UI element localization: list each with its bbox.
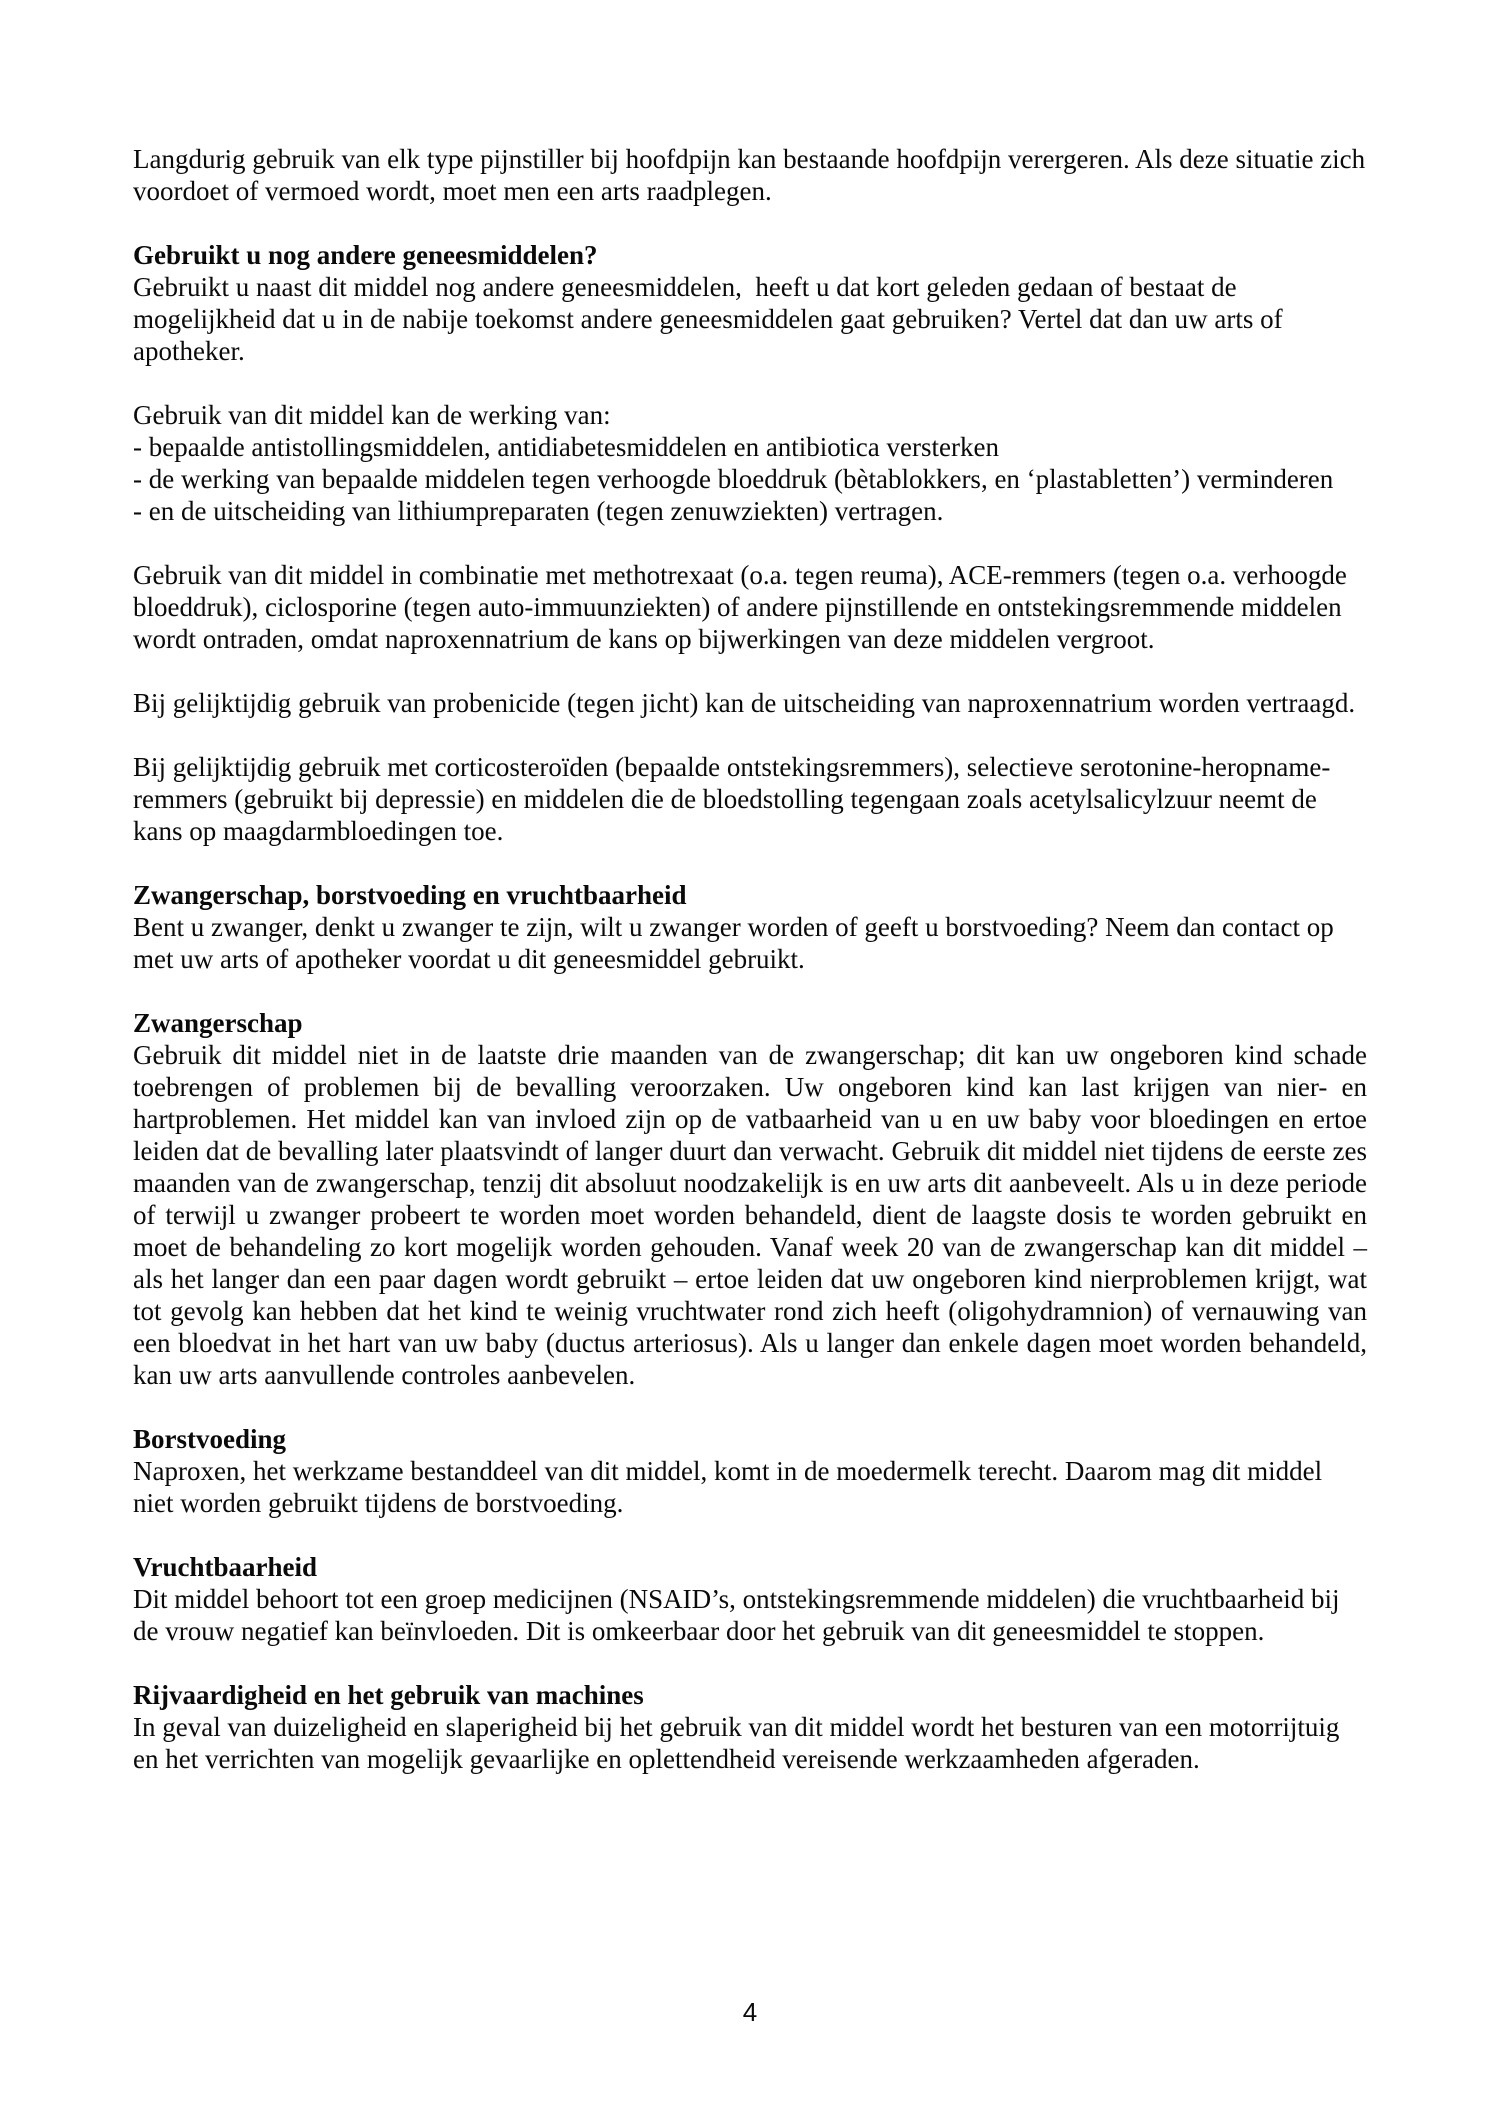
paragraph-corticosteroids: Bij gelijktijdig gebruik met corticosteroïden (bepaalde ontstekingsremmers), selectieve serotonine-heropname-remmers (gebruikt bij depressie) en middelen die de bloedstolling tegengaan zoals acetylsalicylzuur neemt de kans op maagdarmbloedingen toe.: [133, 752, 1331, 846]
paragraph-interaction-intro: Gebruik van dit middel kan de werking van:: [133, 400, 611, 430]
interaction-effects-list: [133, 431, 1367, 527]
heading-driving-machines: Rijvaardigheid en het gebruik van machines: [133, 1680, 644, 1710]
page-footer: [133, 1996, 1367, 2028]
paragraph-driving-machines: In geval van duizeligheid en slaperigheid bij het gebruik van dit middel wordt het besturen van een motorrijtuig en het verrichten van mogelijk gevaarlijke en oplettendheid vereisende werkzaamheden afgeraden.: [133, 1712, 1347, 1774]
page-number: 4: [742, 1997, 758, 2027]
paragraph-fertility: Dit middel behoort tot een groep medicijnen (NSAID’s, ontstekingsremmende middelen) die vruchtbaarheid bij de vrouw negatief kan beïnvloeden. Dit is omkeerbaar door het gebruik van dit geneesmiddel te stoppen.: [133, 1584, 1347, 1646]
paragraph-methotrexate-combination: Gebruik van dit middel in combinatie met methotrexaat (o.a. tegen reuma), ACE-remmers (tegen o.a. verhoogde bloeddruk), ciclosporine (tegen auto-immuunziekten) of andere pijnstillende en ontstekingsremmende middelen wordt ontraden, omdat naproxennatrium de kans op bijwerkingen van deze middelen vergroot.: [133, 560, 1354, 654]
paragraph-pregnancy-details: Gebruik dit middel niet in de laatste drie maanden van de zwangerschap; dit kan uw ongeboren kind schade toebrengen of problemen bij de bevalling veroorzaken. Uw ongeboren kind kan last krijgen van nier- en hartproblemen. Het middel kan van invloed zijn op de vatbaarheid van u en uw baby voor bloedingen en ertoe leiden dat de bevalling later plaatsvindt of langer duurt dan verwacht. Gebruik dit middel niet tijdens de eerste zes maanden van de zwangerschap, tenzij dit absoluut noodzakelijk is en uw arts dit aanbeveelt. Als u in deze periode of terwijl u zwanger probeert te worden moet worden behandeld, dient de laagste dosis te worden gebruikt en moet de behandeling zo kort mogelijk worden gehouden. Vanaf week 20 van de zwangerschap kan dit middel – als het langer dan een paar dagen wordt gebruikt – ertoe leiden dat uw ongeboren kind nierproblemen krijgt, wat tot gevolg kan hebben dat het kind te weinig vruchtwater rond zich heeft (oligohydramnion) of vernauwing van een bloedvat in het hart van uw baby (ductus arteriosus). Als u langer dan enkele dagen moet worden behandeld, kan uw arts aanvullende controles aanbevelen.: [133, 1040, 1374, 1390]
page-content: [133, 143, 1374, 1775]
heading-other-medicines: Gebruikt u nog andere geneesmiddelen?: [133, 240, 598, 270]
paragraph-long-term-use-warning: Langdurig gebruik van elk type pijnstiller bij hoofdpijn kan bestaande hoofdpijn verergeren. Als deze situatie zich voordoet of vermoed wordt, moet men een arts raadplegen.: [133, 144, 1372, 206]
heading-pregnancy-breastfeeding-fertility: Zwangerschap, borstvoeding en vruchtbaarheid: [133, 880, 687, 910]
paragraph-breastfeeding: Naproxen, het werkzame bestanddeel van dit middel, komt in de moedermelk terecht. Daarom mag dit middel niet worden gebruikt tijdens de borstvoeding.: [133, 1456, 1329, 1518]
paragraph-other-medicines: Gebruikt u naast dit middel nog andere geneesmiddelen, heeft u dat kort geleden gedaan of bestaat de mogelijkheid dat u in de nabije toekomst andere geneesmiddelen gaat gebruiken? Vertel dat dan uw arts of apotheker.: [133, 272, 1290, 366]
heading-fertility: Vruchtbaarheid: [133, 1552, 318, 1582]
list-item: - de werking van bepaalde middelen tegen verhoogde bloeddruk (bètablokkers, en ‘plastabletten’) verminderen: [133, 464, 1334, 494]
list-item: - bepaalde antistollingsmiddelen, antidiabetesmiddelen en antibiotica versterken: [133, 432, 999, 462]
paragraph-probenicide: Bij gelijktijdig gebruik van probenicide (tegen jicht) kan de uitscheiding van naproxennatrium worden vertraagd.: [133, 688, 1356, 718]
heading-breastfeeding: Borstvoeding: [133, 1424, 287, 1454]
heading-pregnancy: Zwangerschap: [133, 1008, 303, 1038]
list-item: - en de uitscheiding van lithiumpreparaten (tegen zenuwziekten) vertragen.: [133, 496, 944, 526]
paragraph-pregnancy-contact-doctor: Bent u zwanger, denkt u zwanger te zijn, wilt u zwanger worden of geeft u borstvoeding? Neem dan contact op met uw arts of apotheker voordat u dit geneesmiddel gebruikt.: [133, 912, 1341, 974]
